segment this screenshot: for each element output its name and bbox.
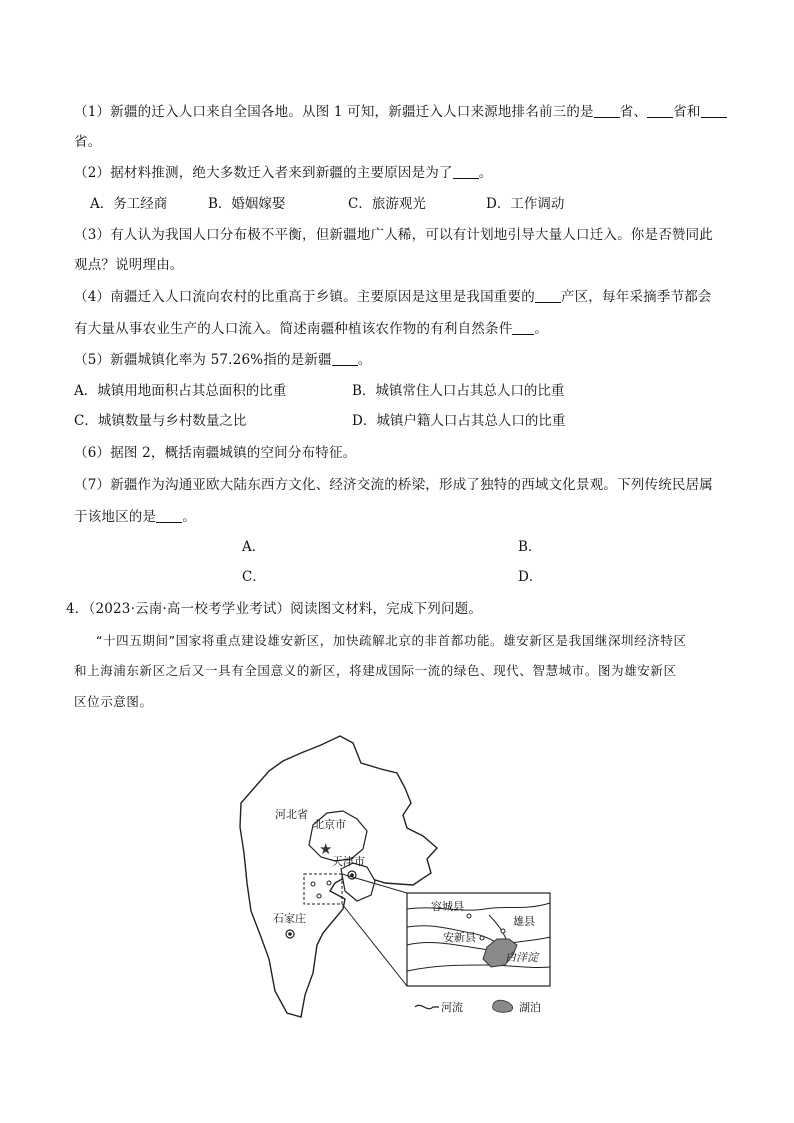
q2-option-d[interactable]: D．工作调动 <box>486 196 565 212</box>
legend-lake: 湖泊 <box>519 1001 541 1014</box>
q7-blank[interactable] <box>156 509 182 523</box>
q2-option-a[interactable]: A．务工经商 <box>90 196 168 212</box>
q2-blank[interactable] <box>453 165 479 179</box>
q4-blank-2[interactable] <box>512 321 534 335</box>
q1-blank-1[interactable] <box>594 104 620 118</box>
q2-line: （2）据材料推测，绝大多数迁入者来到新疆的主要原因是为了 。 <box>74 165 493 181</box>
label-baiyangdian: 白洋淀 <box>505 951 538 964</box>
label-tianjin: 天津市 <box>332 855 365 868</box>
q5-option-d[interactable]: D．城镇户籍人口占其总人口的比重 <box>352 413 566 429</box>
q1-line1: （1）新疆的迁入人口来自全国各地。从图 1 可知，新疆迁入人口来源地排名前三的是 省、 省和 <box>74 103 727 121</box>
q4-line1: （4）南疆迁入人口流向农村的比重高于乡镇。主要原因是这里是我国重要的 产区，每年采摘季节都会 <box>74 289 712 305</box>
q1-blank-3[interactable] <box>701 104 727 118</box>
q2-option-b[interactable]: B．婚姻嫁娶 <box>208 196 286 212</box>
q7-line1: （7）新疆作为沟通亚欧大陆东西方文化、经济交流的桥梁，形成了独特的西域文化景观。下列传统民居属 <box>74 477 713 493</box>
problem4-header: 4．（2023·云南·高一校考学业考试）阅读图文材料，完成下列问题。 <box>66 601 483 617</box>
q6-line: （6）据图 2，概括南疆城镇的空间分布特征。 <box>74 445 357 461</box>
q7-option-c[interactable]: C． <box>242 569 266 585</box>
q7-option-b[interactable]: B． <box>518 539 542 555</box>
q7-option-a[interactable]: A． <box>242 539 266 555</box>
q5-blank[interactable] <box>332 352 358 366</box>
river-legend-icon <box>415 1005 439 1008</box>
problem4-para-line2: 和上海浦东新区之后又一具有全国意义的新区，将建成国际一流的绿色、现代、智慧城市。图为雄安新区 <box>74 663 677 678</box>
label-shijiazhuang: 石家庄 <box>273 912 306 925</box>
legend-river: 河流 <box>441 1001 463 1014</box>
q4-blank-1[interactable] <box>535 289 561 303</box>
q5-option-a[interactable]: A．城镇用地面积占其总面积的比重 <box>74 383 287 399</box>
problem4-para-line3: 区位示意图。 <box>74 694 153 709</box>
q7-line2: 于该地区的是 。 <box>74 509 196 525</box>
label-beijing: 北京市 <box>313 818 346 831</box>
xiongan-location-map <box>235 733 557 1023</box>
q5-option-b[interactable]: B．城镇常住人口占其总人口的比重 <box>352 383 565 399</box>
lake-legend-icon <box>493 1000 513 1012</box>
label-rongcheng: 容城县 <box>431 900 464 913</box>
q5-option-c[interactable]: C．城镇数量与乡村数量之比 <box>74 413 247 429</box>
q5-line: （5）新疆城镇化率为 57.26%指的是新疆 。 <box>74 352 372 368</box>
label-hebei: 河北省 <box>275 808 308 821</box>
problem4-para-line1: “十四五期间”国家将重点建设雄安新区，加快疏解北京的非首都功能。雄安新区是我国继深圳经济特区 <box>96 633 687 648</box>
q1-line2: 省。 <box>74 134 102 150</box>
q3-line1: （3）有人认为我国人口分布极不平衡，但新疆地广人稀，可以有计划地引导大量人口迁入。你是否赞同此 <box>74 227 713 243</box>
label-anxin: 安新县 <box>443 931 476 944</box>
label-xiongxian: 雄县 <box>513 915 535 928</box>
q4-line2: 有大量从事农业生产的人口流入。简述南疆种植该农作物的有利自然条件 。 <box>74 321 549 337</box>
q1-text: （1）新疆的迁入人口来自全国各地。从图 1 可知，新疆迁入人口来源地排名前三的是 <box>74 104 594 120</box>
q2-option-c[interactable]: C．旅游观光 <box>348 196 426 212</box>
q3-line2: 观点？说明理由。 <box>74 257 184 273</box>
star-icon: ★ <box>319 840 333 858</box>
q7-option-d[interactable]: D． <box>518 569 543 585</box>
q1-blank-2[interactable] <box>647 104 673 118</box>
